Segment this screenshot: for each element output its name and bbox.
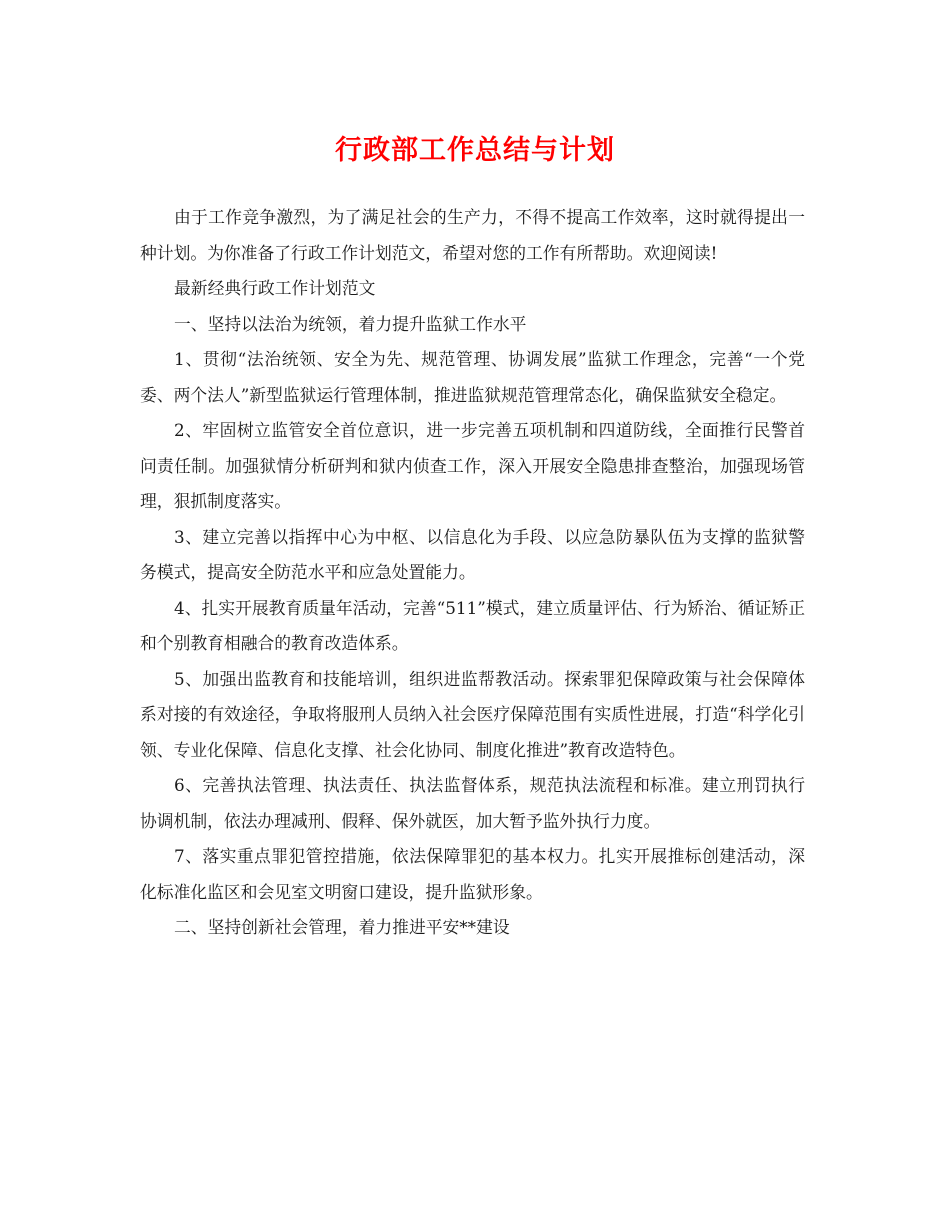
document-body <box>140 200 805 946</box>
paragraph-intro: 由于工作竞争激烈，为了满足社会的生产力，不得不提高工作效率，这时就得提出一种计划。为你准备了行政工作计划范文，希望对您的工作有所帮助。欢迎阅读! <box>140 207 805 263</box>
section-heading-2: 二、坚持创新社会管理，着力推进平安**建设 <box>174 917 510 937</box>
document-title: 行政部工作总结与计划 <box>335 135 615 166</box>
paragraph-item-7: 7、落实重点罪犯管控措施，依法保障罪犯的基本权力。扎实开展推标创建活动，深化标准化监区和会见室文明窗口建设，提升监狱形象。 <box>140 846 805 902</box>
paragraph-item-4: 4、扎实开展教育质量年活动，完善“511”模式，建立质量评估、行为矫治、循证矫正和个别教育相融合的教育改造体系。 <box>140 597 805 653</box>
paragraph-item-2: 2、牢固树立监管安全首位意识，进一步完善五项机制和四道防线，全面推行民警首问责任制。加强狱情分析研判和狱内侦查工作，深入开展安全隐患排查整治，加强现场管理，狠抓制度落实。 <box>140 420 805 511</box>
paragraph-item-6: 6、完善执法管理、执法责任、执法监督体系，规范执法流程和标准。建立刑罚执行协调机制，依法办理减刑、假释、保外就医，加大暂予监外执行力度。 <box>140 775 805 831</box>
paragraph-item-3: 3、建立完善以指挥中心为中枢、以信息化为手段、以应急防暴队伍为支撑的监狱警务模式，提高安全防范水平和应急处置能力。 <box>140 526 805 582</box>
section-heading-1: 一、坚持以法治为统领，着力提升监狱工作水平 <box>174 313 527 334</box>
paragraph-subheading: 最新经典行政工作计划范文 <box>174 278 376 298</box>
paragraph-item-5: 5、加强出监教育和技能培训，组织进监帮教活动。探索罪犯保障政策与社会保障体系对接的有效途径，争取将服刑人员纳入社会医疗保障范围有实质性进展，打造“科学化引领、专业化保障、信息化支撑、社会化协同、制度化推进”教育改造特色。 <box>140 668 805 760</box>
paragraph-item-1: 1、贯彻“法治统领、安全为先、规范管理、协调发展”监狱工作理念，完善“一个党委、两个法人”新型监狱运行管理体制，推进监狱规范管理常态化，确保监狱安全稳定。 <box>140 349 805 405</box>
